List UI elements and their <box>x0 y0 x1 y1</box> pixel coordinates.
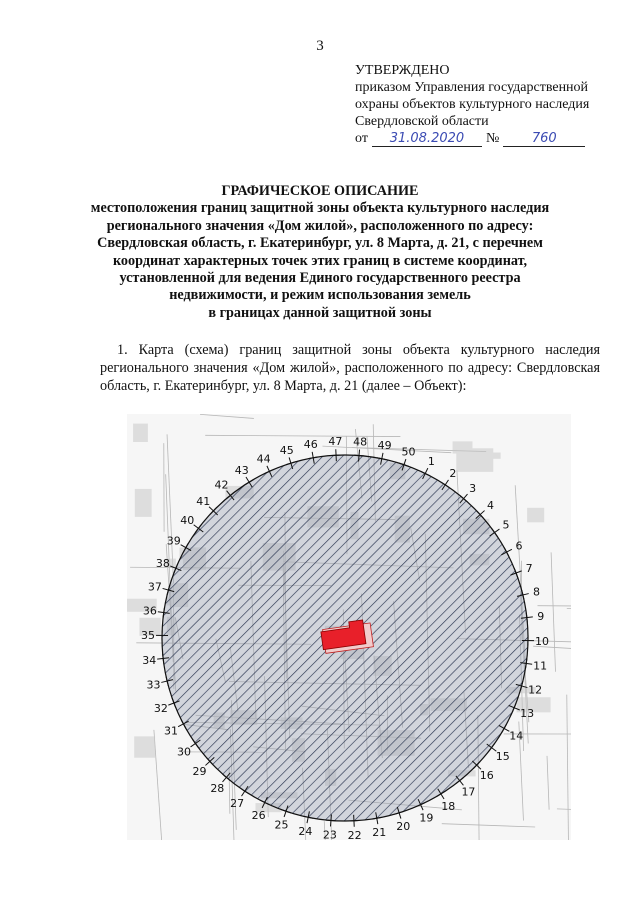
point-label-13: 13 <box>520 707 535 721</box>
point-label-33: 33 <box>146 678 161 692</box>
point-label-4: 4 <box>486 499 494 513</box>
point-label-7: 7 <box>525 562 533 576</box>
point-label-49: 49 <box>377 439 392 453</box>
title-line-5: координат характерных точек этих границ в системе координат, <box>112 252 528 269</box>
point-label-3: 3 <box>469 481 477 495</box>
map-block <box>489 453 501 459</box>
approval-line-1: приказом Управления государственной <box>355 80 589 95</box>
point-label-28: 28 <box>210 782 225 796</box>
date-prefix: от <box>355 131 368 146</box>
map-block <box>134 736 155 757</box>
title-line-3: регионального значения «Дом жилой», расположенного по адресу: <box>106 217 534 234</box>
point-label-41: 41 <box>196 495 211 509</box>
point-label-8: 8 <box>532 585 540 599</box>
page-number: 3 <box>316 38 324 54</box>
point-label-40: 40 <box>180 513 195 527</box>
point-label-24: 24 <box>298 824 313 838</box>
point-label-47: 47 <box>328 435 343 449</box>
point-label-46: 46 <box>303 437 318 451</box>
map-block <box>527 508 544 522</box>
title-line-7: недвижимости, и режим использования земель <box>169 287 471 304</box>
point-label-34: 34 <box>142 653 157 667</box>
point-label-5: 5 <box>502 518 510 532</box>
point-label-1: 1 <box>427 454 435 468</box>
point-label-26: 26 <box>251 809 266 823</box>
title-line-6: установленной для ведения Единого государственного реестра <box>119 270 521 287</box>
point-label-20: 20 <box>396 820 411 834</box>
point-label-15: 15 <box>495 750 510 764</box>
point-label-31: 31 <box>164 724 179 738</box>
point-label-6: 6 <box>515 539 523 553</box>
zone-map <box>127 414 571 840</box>
paragraph-number: 1. <box>117 342 128 358</box>
title-line-8: в границах данной защитной зоны <box>208 304 432 321</box>
point-label-42: 42 <box>214 478 229 492</box>
point-label-2: 2 <box>449 467 457 481</box>
point-label-14: 14 <box>509 729 524 743</box>
point-label-48: 48 <box>353 435 368 449</box>
point-label-27: 27 <box>230 796 245 810</box>
point-label-23: 23 <box>322 828 337 840</box>
point-label-12: 12 <box>528 683 543 697</box>
point-label-50: 50 <box>401 445 416 459</box>
point-label-9: 9 <box>537 610 545 624</box>
point-label-18: 18 <box>441 799 456 813</box>
point-label-39: 39 <box>166 534 181 548</box>
point-label-17: 17 <box>461 785 476 799</box>
approval-line-3: Свердловской области <box>355 114 489 129</box>
point-label-10: 10 <box>534 634 549 648</box>
point-label-36: 36 <box>142 604 157 618</box>
zone-map-svg <box>127 414 571 840</box>
map-block <box>133 424 148 442</box>
point-label-19: 19 <box>419 811 434 825</box>
document-title <box>40 183 600 322</box>
point-label-11: 11 <box>533 659 548 673</box>
point-label-25: 25 <box>274 818 289 832</box>
point-label-21: 21 <box>372 826 387 840</box>
point-label-22: 22 <box>347 828 362 840</box>
point-label-29: 29 <box>192 764 207 778</box>
map-block <box>456 448 493 472</box>
approval-heading: УТВЕРЖДЕНО <box>355 63 450 78</box>
title-line-2: местоположения границ защитной зоны объекта культурного наследия <box>90 200 550 217</box>
point-label-35: 35 <box>141 629 156 643</box>
point-label-44: 44 <box>256 452 271 466</box>
date-value: 31.08.2020 <box>372 132 482 147</box>
point-label-32: 32 <box>153 701 168 715</box>
paragraph-text: Карта (схема) границ защитной зоны объекта культурного наследия регионального значения «Дом жилой», расположенного по адресу: Свердловская область, г. Екатеринбург, ул. 8 Марта, д. 21 (далее – Объект): <box>100 342 600 394</box>
title-line-4: Свердловская область, г. Екатеринбург, ул. 8 Марта, д. 21, с перечнем <box>97 235 543 252</box>
map-block <box>135 489 152 517</box>
number-sign: № <box>485 131 500 146</box>
paragraph-1 <box>100 341 600 395</box>
point-label-45: 45 <box>279 443 294 457</box>
approval-date-line <box>355 130 635 147</box>
title-line-1: ГРАФИЧЕСКОЕ ОПИСАНИЕ <box>221 183 419 199</box>
point-label-43: 43 <box>234 464 249 478</box>
number-value: 760 <box>503 132 585 147</box>
point-label-30: 30 <box>177 745 192 759</box>
approval-stamp <box>355 62 635 147</box>
point-label-37: 37 <box>147 580 162 594</box>
point-label-38: 38 <box>155 556 170 570</box>
approval-line-2: охраны объектов культурного наследия <box>355 97 590 112</box>
point-label-16: 16 <box>479 768 494 782</box>
